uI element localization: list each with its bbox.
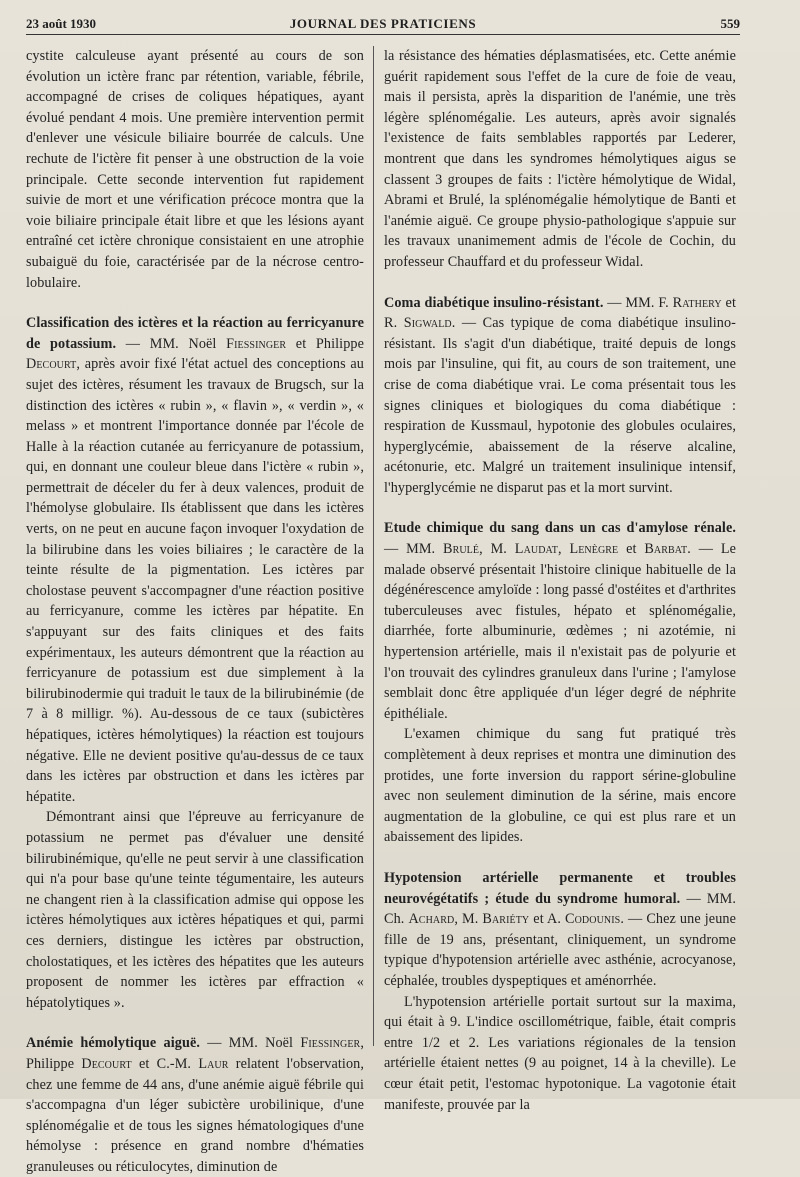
authors-prefix: — MM. <box>384 541 444 558</box>
article-body: . — Cas typique de coma diabétique insulino-résistant. Ils s'agit d'un diabétique, traité depuis de longs mois par l'insuline, qui fit, au cours de son traitement, une crise de coma diabétique vrai. Le coma présentait tous les signes cliniques et biologiques du coma diabétique : respiration de Kussmaul, hypotonie des globules oculaires, hyperglycémie, abaissement de la réserve alcaline, acétonurie, etc. Malgré un traitement insulinique intensif, l'hyperglycémie ne disparut pas et la mort survint. <box>384 315 737 496</box>
article-body-paragraph: Démontrant ainsi que l'épreuve au ferricyanure de potassium ne permet pas d'évaluer une densité bilirubinémique, qu'elle ne peut servir à une classification qui n'a pour base qu'une teinte tégumentaire, les auteurs ne changent rien à la classification admise qui oppose les ictères hémolytiques aux ictères hépatiques et qui, parmi ces derniers, distingue les ictères par obstruction, cholostatiques, et les ictères des hépatites que les auteurs proposent de nommer les ictères par effraction « hépatolytiques ». <box>26 809 364 1011</box>
authors-joiner: et Philippe <box>286 335 365 352</box>
article-body: relatent l'observation, chez une femme de 44 ans, d'une anémie aiguë fébrile qui s'accompagna d'un léger subictère urobilinique, d'une splénomégalie et de tous les signes hématologiques d'une hémolyse : présence en grand nombre d'hématies granuleuses ou réticulocytes, diminution de <box>26 1055 364 1175</box>
amylose-article <box>384 518 736 724</box>
author-name: Codounis <box>565 911 621 928</box>
authors-prefix: — MM. Ch. <box>384 890 736 928</box>
author-name: Fiessinger <box>300 1035 361 1052</box>
author-name: Rathery <box>672 294 722 311</box>
article-title: Etude chimique du sang dans un cas d'amylose rénale. <box>384 520 736 537</box>
author-name: Sigwald <box>403 315 452 332</box>
article-title: Classification des ictères et la réaction au ferricyanure de potassium. <box>26 315 364 352</box>
coma-article <box>384 293 736 499</box>
authors-joiner: , <box>557 541 570 558</box>
journal-title: JOURNAL DES PRATICIENS <box>289 16 477 31</box>
author-name: Achard <box>408 911 455 928</box>
authors-prefix: — MM. F. <box>603 294 673 311</box>
page-number: 559 <box>720 16 740 31</box>
intro-paragraph: cystite calculeuse ayant présenté au cours de son évolution un ictère franc par rétention, variable, fébrile, accompagné de crises de coliques hépatiques, ayant évolué pendant 4 mois. Une première intervention permit d'enlever une vésicule biliaire bourrée de calculs. Une rechute de l'ictère fit penser à une obstruction de la voie principale. Cette seconde intervention fut rapidement suivie de mort et une vérification précoce montra que la voie biliaire principale était libre et que les lésions ayant entraîné cet ictère chronique consistaient en une atrophie subaiguë du foie, caractérisée par de la nécrose centro-lobulaire. <box>26 48 364 291</box>
author-name: Laur <box>198 1055 229 1072</box>
author-name: Brulé <box>443 541 480 558</box>
author-name: Lenègre <box>569 541 619 558</box>
page-header <box>26 10 740 34</box>
author-name: Fiessinger <box>226 335 287 352</box>
issue-date: 23 août 1930 <box>26 16 97 31</box>
authors-joiner: et C.-M. <box>131 1055 199 1072</box>
classification-article <box>26 313 364 807</box>
authors-joiner: et R. <box>384 294 736 332</box>
authors-joiner: , Philippe <box>26 1035 364 1072</box>
authors-joiner: et <box>618 541 645 558</box>
left-column <box>26 46 364 1177</box>
author-name: Bariéty <box>482 911 530 928</box>
hypotension-article <box>384 868 736 992</box>
authors-prefix: — MM. Noël <box>200 1035 301 1052</box>
anemie-article <box>26 1033 364 1177</box>
authors-joiner: et A. <box>529 911 566 928</box>
author-name: Decourt <box>26 356 77 373</box>
continuation-paragraph: la résistance des hématies déplasmatisées, etc. Cette anémie guérit rapidement sous l'effet de la cure de foie de veau, mais il persista, après la disparition de l'anémie, une très légère splénomégalie. Les auteurs, après avoir signalés l'existence de faits semblables rapportés par Lederer, montrent que dans les syndromes hémolytiques aigus se classent 3 groupes de faits : l'ictère hémolytique de Widal, Abrami et Brulé, la splénomégalie hémolytique de Banti et l'anémie aiguë. Ce groupe physio-pathologique s'appuie sur les travaux unanimement admis de l'école de Cochin, du professeur Chauffard et du professeur Widal. <box>384 48 736 270</box>
article-body-paragraph: L'examen chimique du sang fut pratiqué très complètement à deux reprises et montra une diminution des protides, une forte inversion du rapport sérine-globuline avec non seulement diminution de la sérine, mais encore augmentation de la globuline, ce qui est plus rare et un abaissement des lipides. <box>384 726 736 846</box>
author-name: Laudat <box>514 541 558 558</box>
article-title: Hypotension artérielle permanente et troubles neurovégétatifs ; étude du syndrome humoral. <box>384 869 736 907</box>
right-column <box>384 46 736 1115</box>
authors-joiner: , M. <box>454 911 483 928</box>
header-rule <box>26 34 740 35</box>
article-title: Anémie hémolytique aiguë. <box>26 1035 201 1052</box>
column-divider <box>373 46 374 1046</box>
authors-joiner: , M. <box>479 541 515 558</box>
article-body-paragraph: L'hypotension artérielle portait surtout sur la maxima, qui était à 9. L'indice oscillométrique, faible, était compris entre 1/2 et 2. Les variations régionales de la tension artérielle étaient nettes (9 au poignet, 14 à la cheville). Le cœur était petit, l'estomac hypotonique. La vagotonie était manifeste, prouvée par la <box>384 993 736 1113</box>
author-name: Decourt <box>81 1055 132 1072</box>
author-name: Barbat <box>644 541 688 558</box>
article-title: Coma diabétique insulino-résistant. <box>384 294 604 311</box>
authors-prefix: — MM. Noël <box>116 335 227 352</box>
article-body: . — Le malade observé présentait l'histoire clinique habituelle de la dégénérescence amyloïde : long passé d'ostéites et d'arthrites tuberculeuses avec fistules, hépato et splénomégalie, diarrhée, forte albuminurie, œdèmes ; ni azotémie, ni hypertension artérielle, mais il n'existait pas de polyurie et l'on trouvait des cylindres granuleux dans l'urine ; l'amylose semblait donc être appliquée d'un léger degré de néphrite épithéliale. <box>384 541 736 722</box>
article-body: , après avoir fixé l'état actuel des conceptions au sujet des ictères, résument les travaux de Brugsch, sur la distinction des ictères « rubin », « flavin », « verdin », « melass » et montrent l'importance donnée par l'école de Halle à la réaction cutanée au ferricyanure de potassium, qui, en donnant une couleur bleue dans l'ictère « rubin », permettrait de déceler du fer à deux valences, produit de l'hémolyse globulaire. Ils établissent que dans les ictères verts, on ne peut en aucune façon invoquer l'oxydation de la bilirubine dans les voies biliaires ; le caractère de la teinte résulte de la pigmentation. Les ictères par cholostase peuvent s'accompagner d'une réaction positive au ferricyanure, comme les ictères par hépatite. En s'appuyant sur des faits cliniques et des faits expérimentaux, les auteurs démontrent que la réaction au ferricyanure de potassium est due simplement à la bilirubinodermie qui traduit le taux de la bilirubinémie (de 7 à 8 milligr. %). Au-dessous de ce taux (subictères hépatiques, ictères hémolytiques) la réaction est toujours négative. Elle ne devient positive qu'au-dessus de ce taux dans les ictères par obstruction et dans les ictères par hépatite. <box>26 356 364 805</box>
article-body: . — Chez une jeune fille de 19 ans, présentant, cliniquement, un syndrome typique d'hypotension artérielle avec asthénie, acrocyanose, céphalée, troubles dyspeptiques et aménorrhée. <box>384 911 736 989</box>
